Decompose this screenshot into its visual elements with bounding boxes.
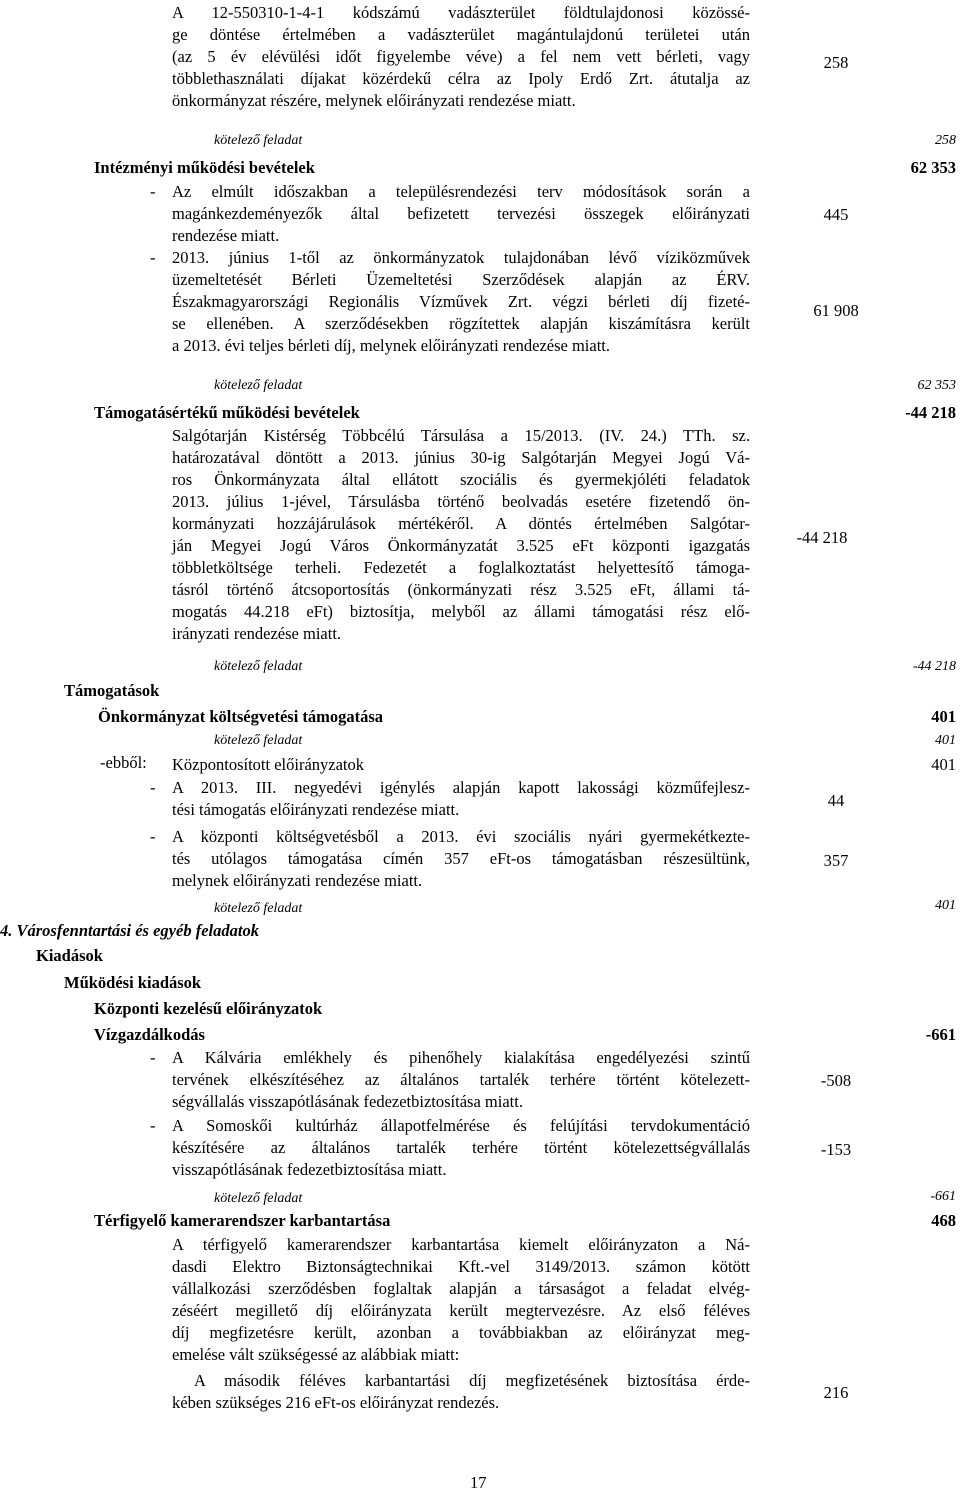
intezmenyi-title: Intézményi működési bevételek [94, 158, 315, 177]
text-line: tásról történő átcsoportosítás (önkormányzati rész 3.525 eFt, állami tá- [172, 580, 750, 599]
dash: - [150, 778, 156, 797]
tamogatasok-item1-amount: 44 [827, 791, 845, 810]
text-line: emelése vált szükségessé az alábbiak miatt: [172, 1345, 460, 1364]
kf-label: kötelező feladat [214, 659, 303, 674]
terfigyelo-amount: 216 [823, 1383, 849, 1402]
vizgazdalkodas-total: -661 [925, 1025, 956, 1044]
text-line: dasdi Elektro Biztonságtechnikai Kft.-vel 3149/2013. számon kötött [172, 1257, 750, 1276]
text-line: mogatás 44.218 eFt) biztosítja, melyből az állami támogatási rész elő- [172, 602, 750, 621]
text-line: a 2013. évi teljes bérleti díj, melynek előirányzati rendezése miatt. [172, 336, 610, 355]
text-line: kében szükséges 216 eFt-os előirányzat rendezés. [172, 1393, 500, 1412]
kf-label: kötelező feladat [214, 378, 303, 393]
text-line: készítésére az általános tartalék terhére történt kötelezettségvállalás [172, 1138, 750, 1157]
terfigyelo-text2 [172, 1370, 750, 1414]
text-line: zéséért megillető díj előirányzata került megtervezésre. Az első féléves [172, 1301, 750, 1320]
kf-label: kötelező feladat [214, 1191, 303, 1206]
text-line: A Somoskői kultúrház állapotfelmérése és felújítási tervdokumentáció [172, 1116, 750, 1135]
text-line: többletköltsége terheli. Fedezetét a foglalkoztatást helyettesítő támoga- [172, 558, 750, 577]
intezmenyi-item1-amount: 445 [823, 205, 849, 224]
intezmenyi-item2-amount: 61 908 [813, 301, 859, 320]
kf-value: -44 218 [912, 659, 956, 674]
text-line: határozatával döntött a 2013. június 30-ig Salgótarján Megyei Jogú Vá- [172, 448, 750, 467]
section4-heading: 4. Városfenntartási és egyéb feladatok [0, 921, 259, 940]
dash: - [150, 1116, 156, 1135]
text-line: üzemeltetését Bérleti Üzemeltetési Szerződések alapján az ÉRV. [172, 270, 750, 289]
text-line: ros Önkormányzata által ellátott szociális és gyermekjóléti feladatok [172, 470, 750, 489]
text-line: ján Megyei Jogú Város Önkormányzatát 3.525 eFt központi igazgatás [172, 536, 750, 555]
kf-value: 258 [935, 133, 956, 148]
dash: - [150, 248, 156, 267]
kf-value: -661 [930, 1189, 956, 1204]
text-line: magánkezdeményezők által befizetett tervezési összegek előirányzati [172, 204, 750, 223]
block1-text [172, 2, 750, 112]
tamogatasertek-total: -44 218 [905, 403, 956, 422]
text-line: Salgótarján Kistérség Többcélú Társulása a 15/2013. (IV. 24.) TTh. sz. [172, 426, 750, 445]
text-line: tési támogatás előirányzati rendezése miatt. [172, 800, 460, 819]
text-line: visszapótlásának fedezetbiztosítása miatt. [172, 1160, 447, 1179]
text-line: díj megfizetésre került, azonban a továbbiakban az előirányzat meg- [172, 1323, 750, 1342]
text-line: Az elmúlt időszakban a településrendezési terv módosítások során a [172, 182, 750, 201]
tamogatasok-item2-text [172, 826, 750, 892]
kf-value: 401 [935, 733, 956, 748]
ebbol-label: -ebből: [100, 753, 147, 772]
vizgazd-item2-amount: -153 [820, 1140, 852, 1159]
kf-label: kötelező feladat [214, 733, 303, 748]
dash: - [150, 182, 156, 201]
dash: - [150, 827, 156, 846]
tamogatasertek-title: Támogatásértékű működési bevételek [94, 403, 360, 422]
text-line: tervének elkészítéséhez az általános tartalék terhére történt kötelezett- [172, 1070, 750, 1089]
text-line: tés utólagos támogatása címén 357 eFt-os támogatásban részesültünk, [172, 849, 750, 868]
kf-value: 62 353 [917, 378, 956, 393]
text-line: 2013. június 1-től az önkormányzatok tulajdonában lévő víziközművek [172, 248, 750, 267]
kozponti-kezelesu-heading: Központi kezelésű előirányzatok [94, 999, 323, 1018]
terfigyelo-title: Térfigyelő kamerarendszer karbantartása [94, 1211, 391, 1230]
text-line: A Kálvária emlékhely és pihenőhely kialakítása engedélyezési szintű [172, 1048, 750, 1067]
text-line: A térfigyelő kamerarendszer karbantartása kiemelt előirányzaton a Ná- [172, 1235, 750, 1254]
text-line: melynek előirányzati rendezése miatt. [172, 871, 423, 890]
mukodesi-kiadasok-heading: Működési kiadások [64, 973, 202, 992]
intezmenyi-item2-text [172, 247, 750, 357]
vizgazdalkodas-title: Vízgazdálkodás [94, 1025, 205, 1044]
page-number: 17 [470, 1473, 487, 1492]
tamogatasok-heading: Támogatások [64, 681, 160, 700]
tamogatasok-item1-text [172, 777, 750, 821]
tamogatasok-item2-amount: 357 [823, 851, 849, 870]
text-line: se ellenében. A szerződésekben rögzítettek alapján kiszámításra került [172, 314, 750, 333]
block1-amount: 258 [823, 53, 849, 72]
terfigyelo-total: 468 [931, 1211, 956, 1230]
text-line: A 12-550310-1-4-1 kódszámú vadászterület földtulajdonosi közössé- [172, 3, 750, 22]
text-line: 2013. július 1-jével, Társulásba történő beolvadás esetére fizetendő ön- [172, 492, 750, 511]
text-line: Északmagyarországi Regionális Vízművek Zrt. végzi bérleti díj fizeté- [172, 292, 750, 311]
text-line: A második féléves karbantartási díj megfizetésének biztosítása érde- [194, 1371, 750, 1390]
kf-label: kötelező feladat [214, 901, 303, 916]
text-line: önkormányzat részére, melynek előirányzati rendezése miatt. [172, 91, 576, 110]
tamogatasertek-amount: -44 218 [796, 528, 848, 547]
onkormanyzat-tamogatas-title: Önkormányzat költségvetési támogatása [98, 707, 384, 726]
text-line: ge döntése értelmében a vadászterület magántulajdonú területei után [172, 25, 750, 44]
terfigyelo-text [172, 1234, 750, 1366]
kf-value: 401 [935, 898, 956, 913]
text-line: irányzati rendezése miatt. [172, 624, 342, 643]
text-line: A 2013. III. negyedévi igénylés alapján kapott lakossági közműfejlesz- [172, 778, 750, 797]
dash: - [150, 1048, 156, 1067]
text-line: többlethasználati díjakat közérdekű célra az Ipoly Erdő Zrt. átutalja az [172, 69, 750, 88]
text-line: A központi költségvetésből a 2013. évi szociális nyári gyermekétkezte- [172, 827, 750, 846]
onkormanyzat-tamogatas-total: 401 [931, 707, 956, 726]
kf-label: kötelező feladat [214, 133, 303, 148]
text-line: kormányzati hozzájárulások mértékéről. A döntés értelmében Salgótar- [172, 514, 750, 533]
text-line: vállalkozási szerződésben foglaltak alapján a társaságot a feladat elvég- [172, 1279, 750, 1298]
ebbol-value: 401 [931, 755, 956, 774]
vizgazd-item2-text [172, 1115, 750, 1181]
text-line: ségvállalás visszapótlásának fedezetbiztosítása miatt. [172, 1092, 523, 1111]
tamogatasertek-text [172, 425, 750, 645]
vizgazd-item1-text [172, 1047, 750, 1113]
ebbol-text: Központosított előirányzatok [172, 755, 364, 774]
kiadasok-heading: Kiadások [36, 946, 103, 965]
intezmenyi-item1-text [172, 181, 750, 247]
text-line: (az 5 év elévülési időt figyelembe véve) a fel nem vett bérleti, vagy [172, 47, 750, 66]
intezmenyi-total: 62 353 [910, 158, 956, 177]
vizgazd-item1-amount: -508 [820, 1071, 852, 1090]
text-line: rendezése miatt. [172, 226, 280, 245]
